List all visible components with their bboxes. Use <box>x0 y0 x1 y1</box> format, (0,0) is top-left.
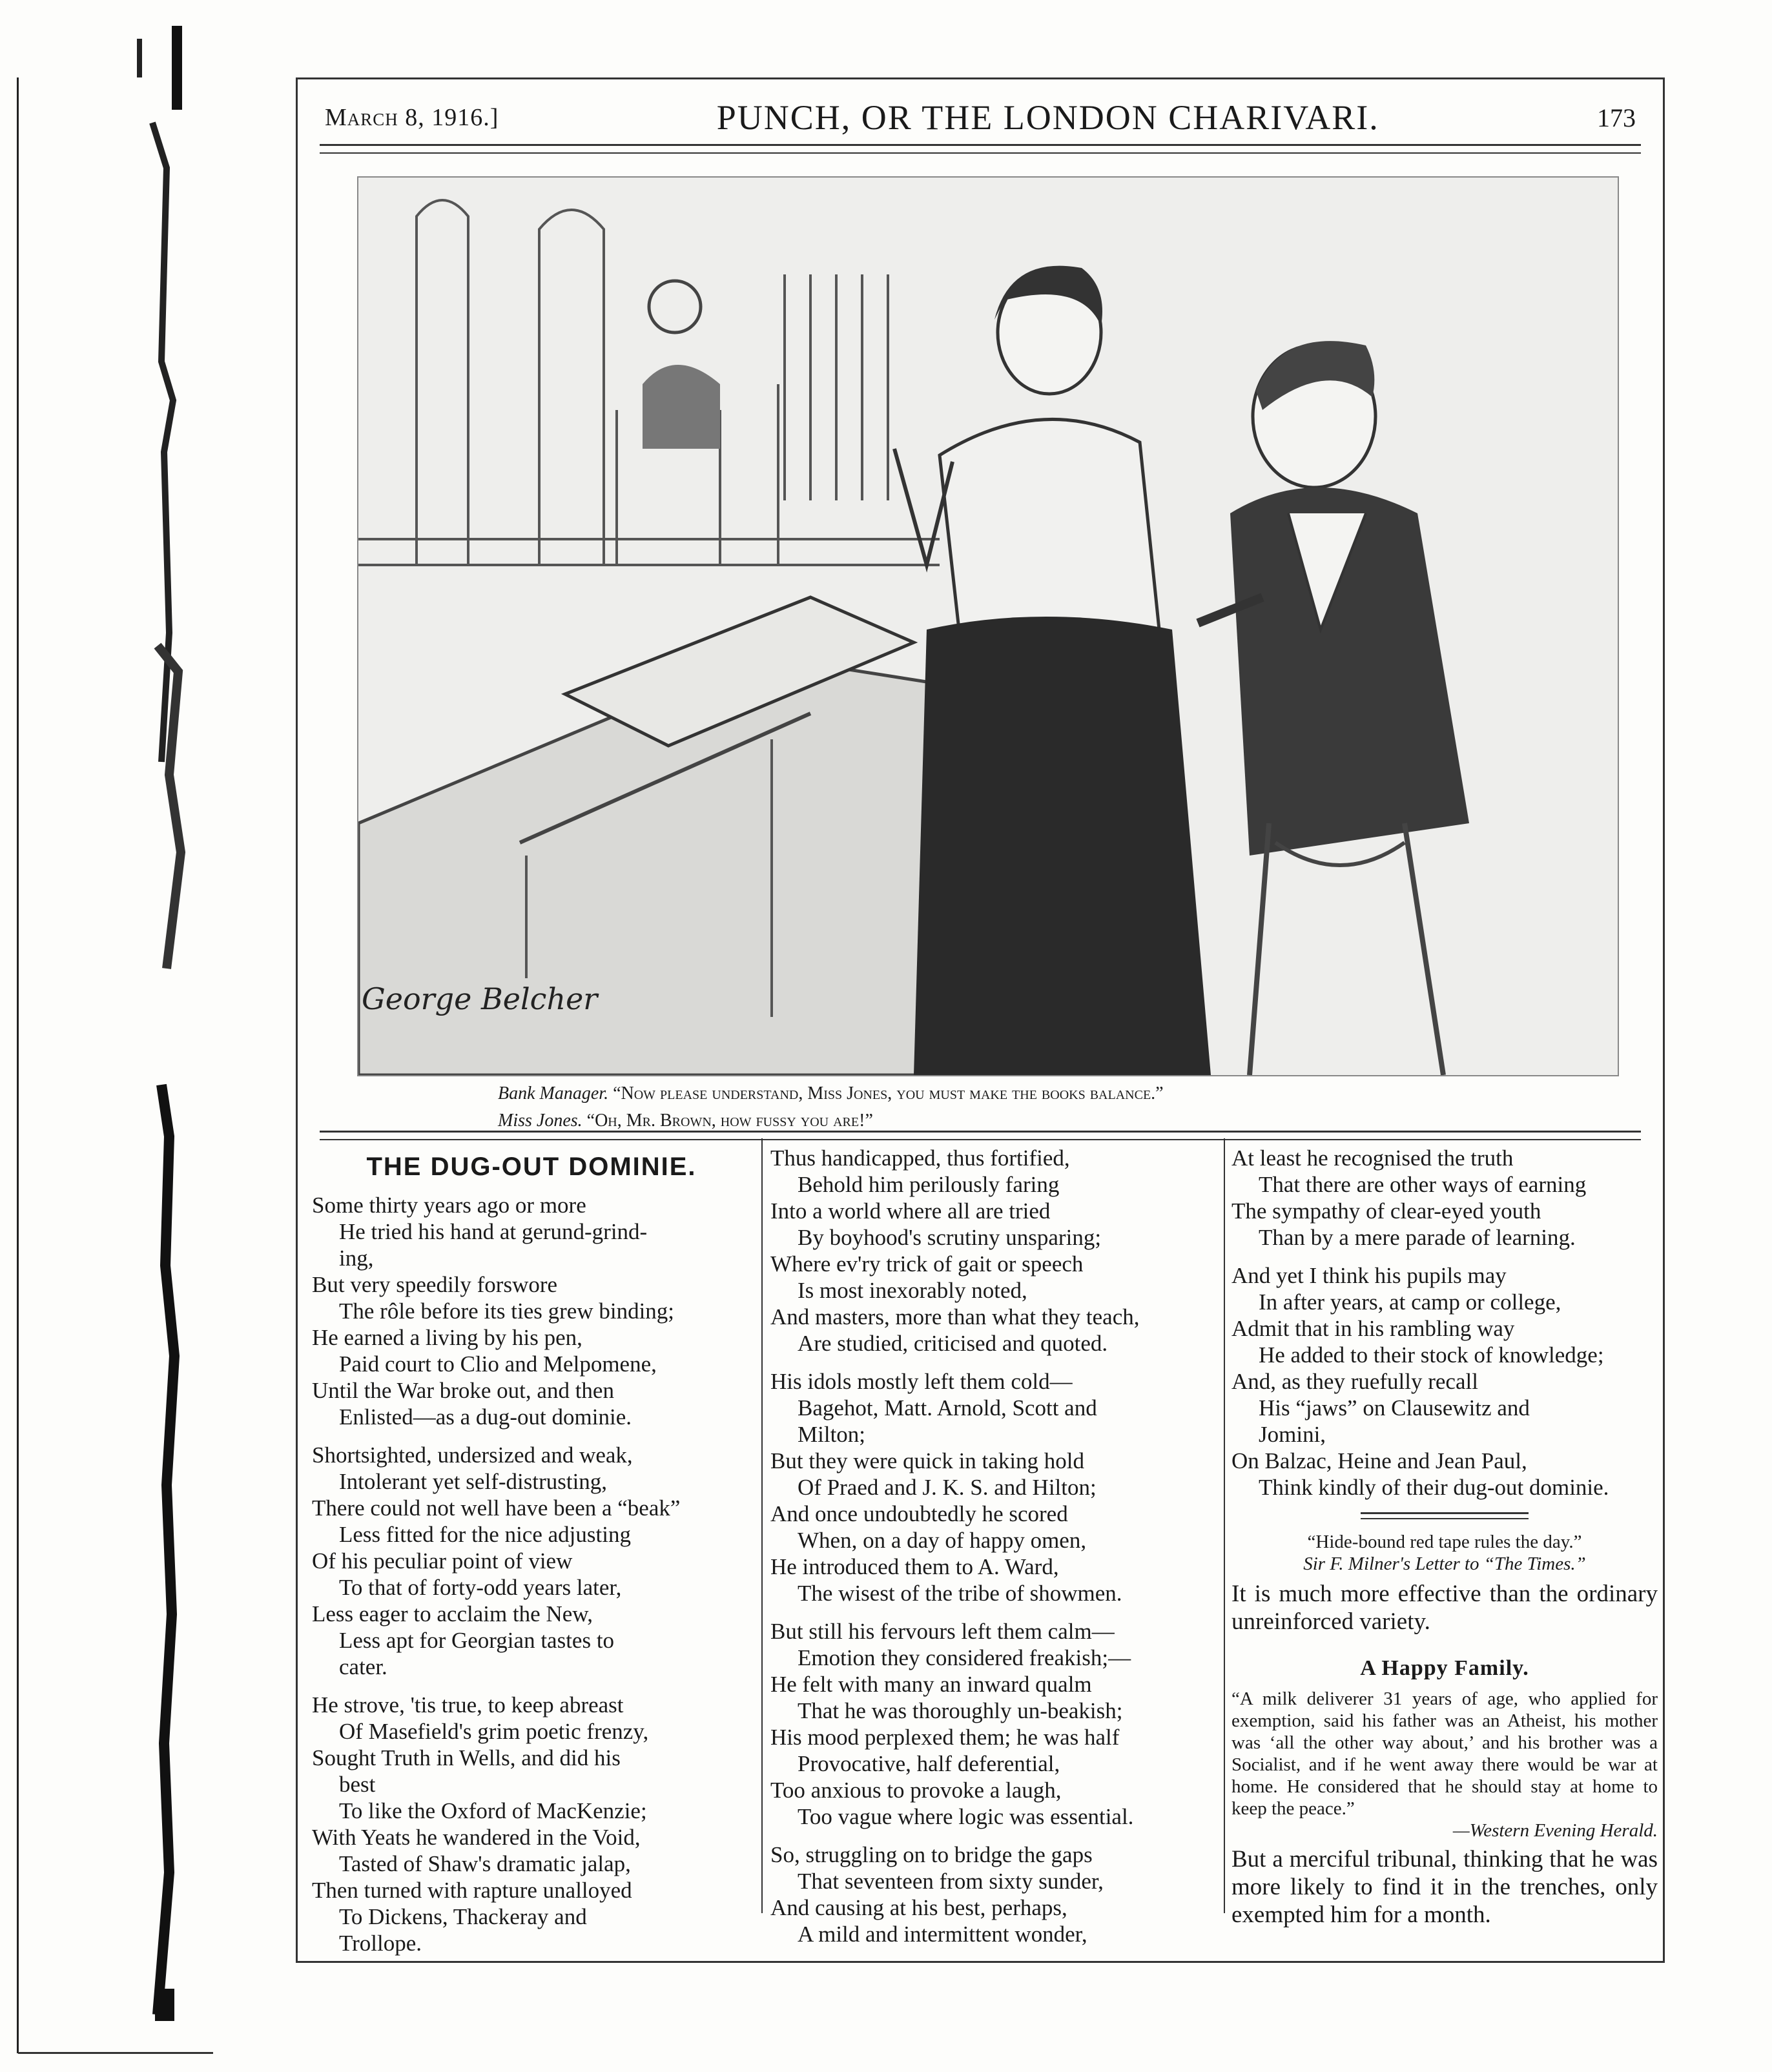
poem-line: The wisest of the tribe of showmen. <box>798 1581 1122 1606</box>
caption-speaker-jones: Miss Jones. <box>498 1111 582 1131</box>
poem-line: And yet I think his pupils may <box>1231 1263 1507 1288</box>
poem-line: But very speedily forswore <box>312 1272 558 1297</box>
poem-line: His “jaws” on Clausewitz and <box>1259 1395 1530 1421</box>
poem-line: He strove, 'tis true, to keep abreast <box>312 1692 624 1718</box>
poem-line: Less apt for Georgian tastes to <box>339 1628 615 1653</box>
poem-line: Less fitted for the nice adjusting <box>339 1522 631 1547</box>
poem-line: Thus handicapped, thus fortified, <box>770 1145 1070 1171</box>
red-tape-source: Sir F. Milner's Letter to “The Times.” <box>1303 1554 1586 1574</box>
poem-line: But they were quick in taking hold <box>770 1448 1085 1473</box>
poem-line: ing, <box>339 1246 374 1271</box>
poem-line: When, on a day of happy omen, <box>798 1528 1087 1553</box>
poem-line: And masters, more than what they teach, <box>770 1304 1140 1329</box>
poem-column-3-lines <box>1231 1145 1658 1501</box>
poem-line: The sympathy of clear-eyed youth <box>1231 1198 1541 1224</box>
poem-line <box>770 1357 1216 1368</box>
poem-line: Milton; <box>798 1422 866 1447</box>
poem-line <box>312 1430 751 1442</box>
poem-column-1 <box>312 1145 751 1956</box>
poem-line: There could not well have been a “beak” <box>312 1495 681 1521</box>
poem-line <box>770 1606 1216 1618</box>
poem-column-1-lines <box>312 1192 751 1956</box>
poem-column-2 <box>770 1145 1216 1947</box>
poem-line: Enlisted—as a dug-out dominie. <box>339 1404 632 1430</box>
poem-line: And, as they ruefully recall <box>1231 1369 1478 1394</box>
poem-line: Trollope. <box>339 1931 422 1956</box>
poem-line <box>1231 1251 1658 1262</box>
poem-line: Bagehot, Matt. Arnold, Scott and <box>798 1395 1097 1421</box>
poem-line: At least he recognised the truth <box>1231 1145 1514 1171</box>
poem-line: Intolerant yet self-distrusting, <box>339 1469 608 1494</box>
poem-line: Too anxious to provoke a laugh, <box>770 1778 1062 1803</box>
poem-line: Of Masefield's grim poetic frenzy, <box>339 1719 649 1744</box>
poem-line: That he was thoroughly un-beakish; <box>798 1698 1123 1723</box>
page-number: 173 <box>1596 103 1636 132</box>
poem-line: Until the War broke out, and then <box>312 1378 614 1403</box>
cartoon-illustration <box>357 176 1619 1076</box>
poem-line: He earned a living by his pen, <box>312 1325 582 1350</box>
poem-column-2-lines <box>770 1145 1216 1947</box>
poem-line: Paid court to Clio and Melpomene, <box>339 1351 657 1377</box>
magazine-page <box>296 77 1665 1963</box>
poem-line: Are studied, criticised and quoted. <box>798 1331 1108 1356</box>
poem-line: Then turned with rapture unalloyed <box>312 1878 632 1903</box>
page-binding-edge <box>0 0 213 2072</box>
caption-text-manager: “Now please understand, Miss Jones, you must make the books balance.” <box>613 1083 1164 1103</box>
poem-column-3 <box>1231 1145 1658 1929</box>
poem-line: He felt with many an inward qualm <box>770 1672 1092 1697</box>
poem-line: To that of forty-odd years later, <box>339 1575 622 1600</box>
poem-line: To Dickens, Thackeray and <box>339 1904 587 1929</box>
poem-line: With Yeats he wandered in the Void, <box>312 1825 641 1850</box>
poem-line: So, struggling on to bridge the gaps <box>770 1842 1093 1867</box>
poem-line: But still his fervours left them calm— <box>770 1619 1115 1644</box>
poem-line: Think kindly of their dug-out dominie. <box>1259 1475 1609 1500</box>
poem-line: Jomini, <box>1259 1422 1326 1447</box>
section-divider <box>1361 1512 1529 1519</box>
publication-title: PUNCH, OR THE LONDON CHARIVARI. <box>716 98 1379 137</box>
poem-line: Is most inexorably noted, <box>798 1278 1027 1303</box>
poem-line: Where ev'ry trick of gait or speech <box>770 1251 1084 1277</box>
happy-family-source: —Western Evening Herald. <box>1452 1820 1658 1841</box>
issue-date: March 8, 1916.] <box>325 104 499 131</box>
poem-line: A mild and intermittent wonder, <box>798 1922 1087 1947</box>
poem-line: best <box>339 1772 376 1797</box>
bank-counter-sketch <box>358 178 1618 1075</box>
poem-line: Of his peculiar point of view <box>312 1548 573 1574</box>
poem-line: To like the Oxford of MacKenzie; <box>339 1798 647 1823</box>
poem-title: THE DUG-OUT DOMINIE. <box>366 1153 697 1181</box>
poem-line <box>312 1680 751 1692</box>
poem-line: Less eager to acclaim the New, <box>312 1601 593 1626</box>
column-rule-1 <box>761 1138 763 1913</box>
poem-line: Than by a mere parade of learning. <box>1259 1225 1576 1250</box>
poem-line: Emotion they considered freakish;— <box>798 1645 1131 1670</box>
happy-family-comment: But a merciful tribunal, thinking that he was more likely to find it in the trenches, only exempted him for a month. <box>1231 1846 1658 1928</box>
poem-line: Some thirty years ago or more <box>312 1193 586 1218</box>
poem-line: Admit that in his rambling way <box>1231 1316 1515 1341</box>
poem-line: Shortsighted, undersized and weak, <box>312 1442 633 1468</box>
column-rule-2 <box>1224 1138 1225 1913</box>
poem-line: Of Praed and J. K. S. and Hilton; <box>798 1475 1097 1500</box>
poem-line: In after years, at camp or college, <box>1259 1289 1561 1315</box>
poem-line: Behold him perilously faring <box>798 1172 1060 1197</box>
poem-line: That there are other ways of earning <box>1259 1172 1587 1197</box>
poem-line: On Balzac, Heine and Jean Paul, <box>1231 1448 1527 1473</box>
poem-line: Into a world where all are tried <box>770 1198 1051 1224</box>
poem-line: His idols mostly left them cold— <box>770 1369 1073 1394</box>
poem-line: Provocative, half deferential, <box>798 1751 1060 1776</box>
poem-line: He tried his hand at gerund-grind- <box>339 1219 648 1244</box>
poem-line: His mood perplexed them; he was half <box>770 1725 1120 1750</box>
header-rule <box>320 144 1641 154</box>
red-tape-quote: “Hide-bound red tape rules the day.” <box>1307 1532 1582 1552</box>
poem-line: By boyhood's scrutiny unsparing; <box>798 1225 1102 1250</box>
poem-line: The rôle before its ties grew binding; <box>339 1298 675 1324</box>
red-tape-comment: It is much more effective than the ordinary unreinforced variety. <box>1231 1581 1658 1635</box>
poem-line: Too vague where logic was essential. <box>798 1804 1134 1829</box>
poem-line <box>770 1830 1216 1841</box>
poem-line: And causing at his best, perhaps, <box>770 1895 1067 1920</box>
caption-speaker-manager: Bank Manager. <box>498 1083 609 1103</box>
happy-family-quote: “A milk deliverer 31 years of age, who applied for exemption, said his father was an Atheist, his mother was ‘all the other way about,’ and his brother was a Socialist, and if he went away there would be war at home. He considered that he should stay at home to keep the peace.” <box>1231 1688 1658 1819</box>
caption-rule <box>320 1131 1641 1140</box>
caption-line-1 <box>498 1080 1596 1107</box>
running-header <box>325 88 1636 147</box>
poem-line: Tasted of Shaw's dramatic jalap, <box>339 1851 631 1876</box>
happy-family-title: A Happy Family. <box>1360 1656 1529 1680</box>
caption-text-jones: “Oh, Mr. Brown, how fussy you are!” <box>586 1111 873 1131</box>
poem-line: Sought Truth in Wells, and did his <box>312 1745 621 1770</box>
poem-line: That seventeen from sixty sunder, <box>798 1869 1104 1894</box>
poem-line: And once undoubtedly he scored <box>770 1501 1068 1526</box>
poem-line: He added to their stock of knowledge; <box>1259 1342 1604 1368</box>
poem-line: He introduced them to A. Ward, <box>770 1554 1059 1579</box>
poem-line: cater. <box>339 1654 387 1679</box>
artist-signature: George Belcher <box>362 981 598 1016</box>
